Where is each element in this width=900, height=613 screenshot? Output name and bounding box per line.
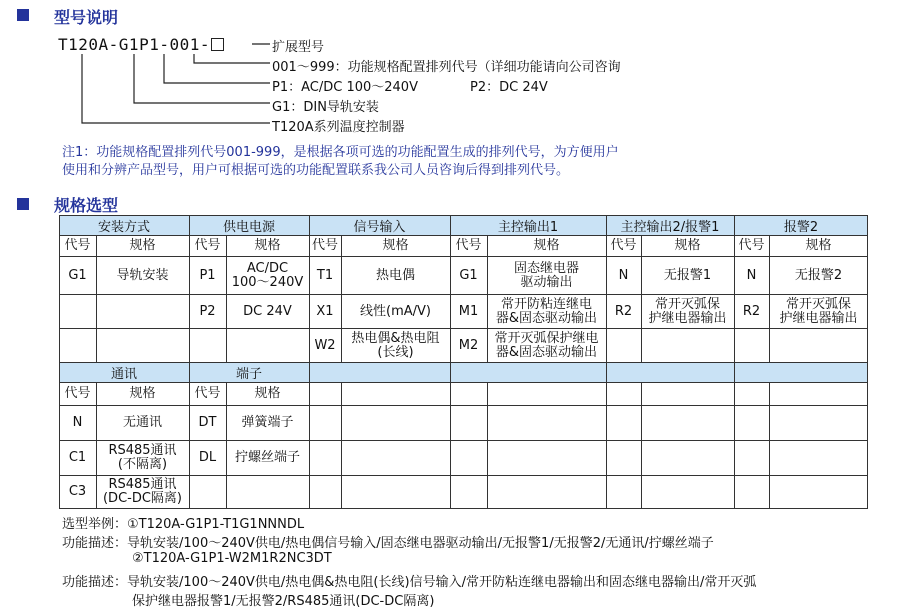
power-spec-line1: AC/DC (246, 260, 289, 276)
comm-spec-line1: RS485通讯 (108, 443, 177, 458)
install-spec: 导轨安装 (116, 267, 169, 283)
note-line-2: 使用和分辨产品型号，用户可根据可选的功能配置联系我公司人员咨询后得到排列代号。 (62, 163, 570, 178)
col-spec: 规格 (674, 238, 701, 253)
terminal-spec: 弹簧端子 (241, 415, 294, 430)
description-label: 功能描述： (62, 536, 128, 551)
description-1 (62, 532, 714, 551)
terminal-code: DL (198, 450, 217, 465)
header-comm: 通讯 (59, 362, 189, 382)
install-code: G1 (68, 267, 87, 283)
alarm2-spec-line2: 护继电器输出 (779, 310, 858, 326)
description-text-2b: 保护继电器报警1/无报警2/RS485通讯(DC-DC隔离) (132, 594, 435, 609)
header-terminal: 端子 (189, 362, 309, 382)
comm-code: N (72, 415, 83, 430)
input-spec (341, 329, 450, 362)
out1-spec-line1: 固态继电器 (513, 260, 579, 276)
annotation-series: T120A系列温度控制器 (272, 120, 405, 135)
col-spec: 规格 (129, 386, 156, 401)
out1-code: M2 (458, 337, 479, 353)
input-code: W2 (314, 337, 336, 353)
out1-spec-line1: 常开防粘连继电 (500, 296, 592, 312)
model-code-text: T120A-G1P1-001- (58, 35, 210, 54)
example-code-2: ②T120A-G1P1-W2M1R2NC3DT (132, 551, 332, 566)
out2-spec-line1: 常开灭弧保 (654, 296, 720, 312)
col-spec: 规格 (533, 238, 560, 253)
description-label: 功能描述： (62, 575, 128, 590)
out2-code: R2 (614, 303, 633, 319)
annotation-function-code: 001～999：功能规格配置排列代号（详细功能请向公司咨询 (272, 60, 621, 75)
header-out2: 主控输出2/报警1 (606, 216, 734, 235)
input-spec-line2: (长线) (377, 344, 414, 360)
header-alarm2: 报警2 (734, 216, 868, 235)
input-code: T1 (316, 267, 334, 283)
comm-spec-line2: (不隔离) (117, 457, 168, 472)
description-text-2a: 导轨安装/100～240V供电/热电偶&热电阻(长线)信号输入/常开防粘连继电器输出和固态继电器输出/常开灭弧 (127, 575, 757, 590)
col-code: 代号 (64, 386, 91, 401)
power-code: P2 (199, 303, 216, 319)
out1-spec (487, 295, 606, 328)
comm-spec-line1: RS485通讯 (108, 477, 177, 492)
power-spec-line2: 100～240V (231, 274, 304, 290)
alarm2-spec: 无报警2 (794, 267, 843, 283)
annotation-power-p1: P1：AC/DC 100～240V (272, 80, 418, 95)
header-install: 安装方式 (59, 216, 189, 235)
out2-spec-line2: 护继电器输出 (648, 310, 727, 326)
header-input: 信号输入 (309, 216, 450, 235)
col-code: 代号 (64, 238, 91, 253)
power-spec: DC 24V (243, 303, 292, 319)
out1-code: M1 (458, 303, 479, 319)
description-2 (62, 571, 756, 590)
col-code: 代号 (455, 238, 482, 253)
col-spec: 规格 (254, 238, 281, 253)
header-out1: 主控输出1 (450, 216, 606, 235)
example-code-1: ①T120A-G1P1-T1G1NNNDL (127, 517, 305, 532)
out1-spec-line2: 器&固态驱动输出 (495, 344, 598, 360)
out2-spec: 无报警1 (663, 267, 712, 283)
input-code: X1 (316, 303, 334, 319)
annotation-power-p2: P2：DC 24V (470, 80, 548, 95)
description-text-1: 导轨安装/100～240V供电/热电偶信号输入/固态继电器驱动输出/无报警1/无报警2/无通讯/拧螺丝端子 (127, 536, 714, 551)
input-spec-line1: 热电偶&热电阻 (351, 330, 440, 346)
comm-code: C1 (68, 450, 87, 465)
comm-spec (96, 441, 189, 475)
header-power: 供电电源 (189, 216, 309, 235)
annotation-extension: 扩展型号 (272, 40, 325, 55)
power-spec (226, 257, 309, 294)
input-spec: 线性(mA/V) (360, 303, 431, 319)
comm-code: C3 (68, 484, 87, 499)
alarm2-spec (769, 295, 868, 328)
section-title-model: 型号说明 (54, 8, 119, 27)
comm-spec (96, 476, 189, 508)
terminal-spec: 拧螺丝端子 (234, 450, 300, 465)
comm-spec-line2: (DC-DC隔离) (102, 491, 182, 506)
col-spec: 规格 (254, 386, 281, 401)
alarm2-code: N (746, 267, 757, 283)
example-label: 选型举例： (62, 517, 128, 532)
out1-spec (487, 257, 606, 294)
section-title-spec: 规格选型 (54, 196, 119, 215)
comm-spec: 无通讯 (122, 415, 162, 430)
terminal-code: DT (198, 415, 217, 430)
annotation-install: G1：DIN导轨安装 (272, 100, 379, 115)
col-code: 代号 (194, 238, 221, 253)
col-spec: 规格 (129, 238, 156, 253)
col-code: 代号 (194, 386, 221, 401)
alarm2-code: R2 (742, 303, 761, 319)
col-spec: 规格 (382, 238, 409, 253)
col-spec: 规格 (805, 238, 832, 253)
col-code: 代号 (610, 238, 637, 253)
out1-spec-line2: 器&固态驱动输出 (495, 310, 598, 326)
out2-code: N (618, 267, 629, 283)
col-code: 代号 (738, 238, 765, 253)
col-code: 代号 (311, 238, 338, 253)
power-code: P1 (199, 267, 216, 283)
out1-code: G1 (459, 267, 478, 283)
example-1 (62, 513, 304, 532)
out1-spec-line1: 常开灭弧保护继电 (494, 330, 599, 346)
out1-spec-line2: 驱动输出 (520, 274, 573, 290)
note-line-1: 注1：功能规格配置排列代号001-999，是根据各项可选的功能配置生成的排列代号，为方便用户 (62, 145, 619, 160)
input-spec: 热电偶 (375, 267, 415, 283)
out2-spec (641, 295, 734, 328)
alarm2-spec-line1: 常开灭弧保 (785, 296, 851, 312)
out1-spec (487, 329, 606, 362)
